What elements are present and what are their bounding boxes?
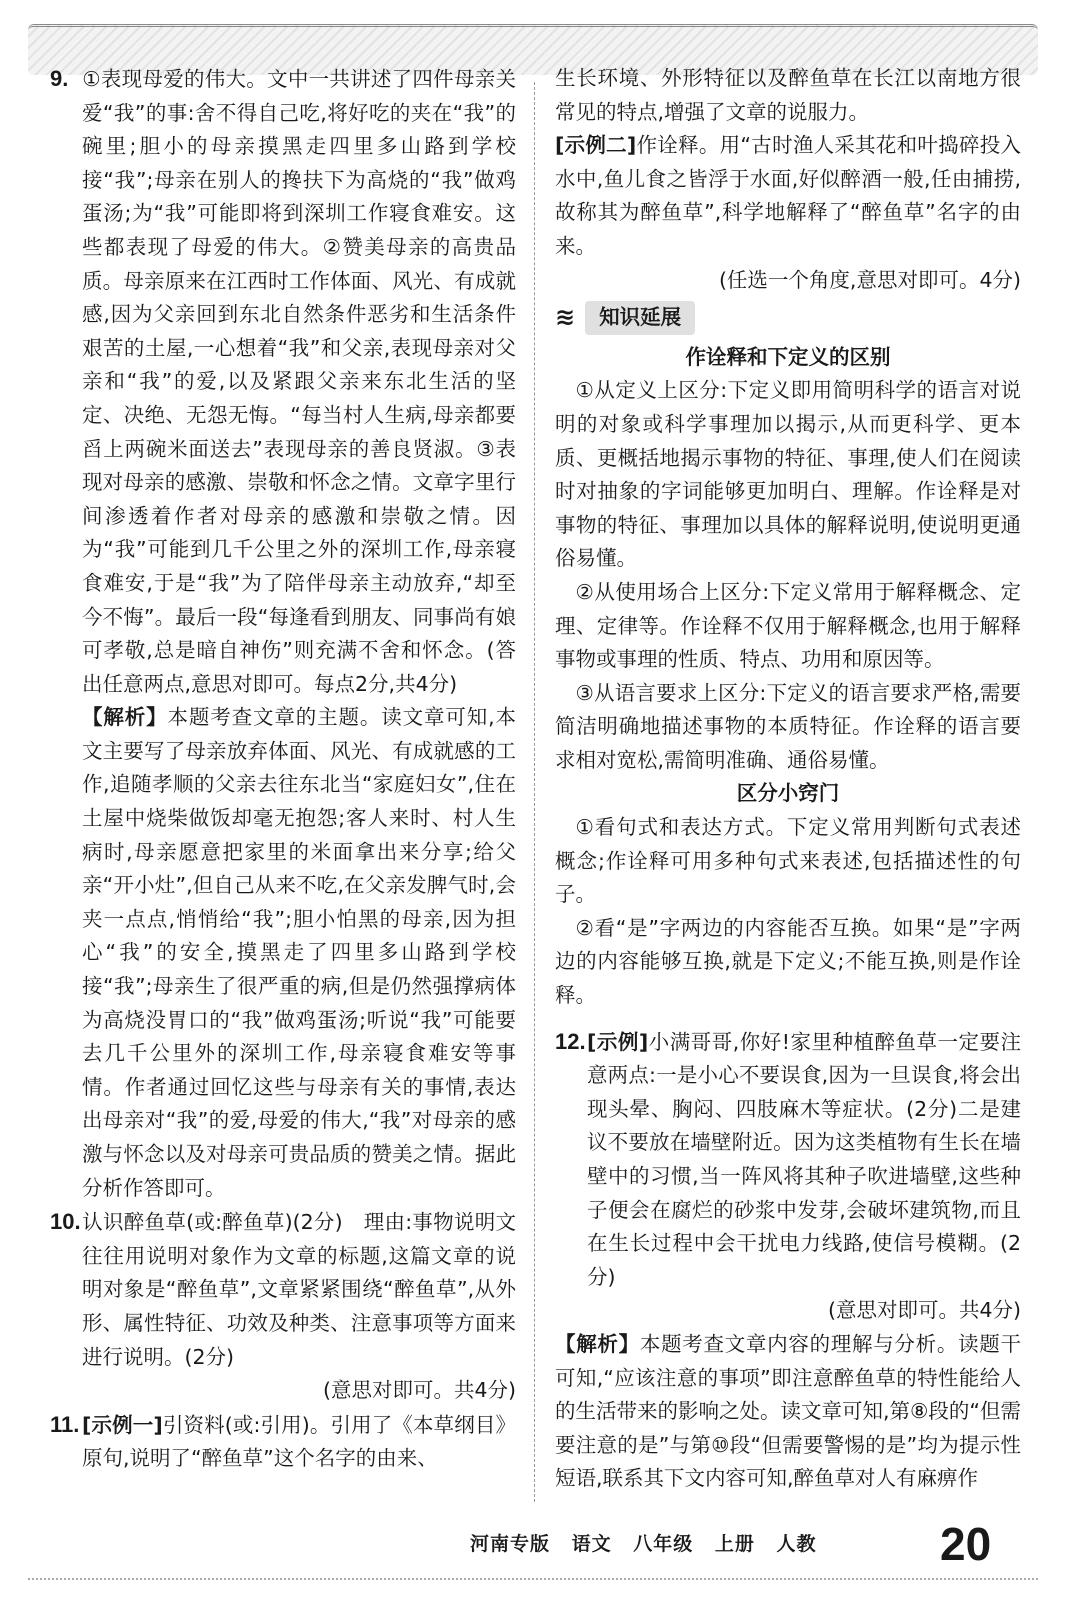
question-number: 12. <box>555 1028 586 1054</box>
footer-text: 河南专版 语文 八年级 上册 人教 <box>470 1533 817 1555</box>
section-title: 知识延展 <box>585 301 695 335</box>
analysis-text: 本题考查文章内容的理解与分析。读题干可知,“应该注意的事项”即注意醉鱼草的特性能给人的生活带来的影响之处。读文章可知,第⑧段的“但需要注意的是”与第⑩段“但需要警惕的是”均为提示性短语,联系其下文内容可知,醉鱼草对人有麻痹作 <box>555 1331 1022 1491</box>
answer-text: 认识醉鱼草(或:醉鱼草)(2分) 理由:事物说明文往往用说明对象作为文章的标题,这篇文章的说明对象是“醉鱼草”,文章紧紧围绕“醉鱼草”,从外形、属性特征、功效及种类、注意事项等方面来进行说明。(2分) <box>82 1210 516 1369</box>
column-divider <box>534 82 535 1502</box>
wave-icon: ≋ <box>555 303 576 332</box>
example-label: [示例二] <box>555 133 637 158</box>
subsection-title: 区分小窍门 <box>736 781 840 806</box>
analysis-q12 <box>555 1328 1021 1496</box>
score-note: (意思对即可。共4分) <box>827 1298 1021 1323</box>
answer-q12 <box>555 1025 1021 1295</box>
analysis-label: 【解析】 <box>555 1331 640 1356</box>
answer-text: 引资料(或:引用)。引用了《本草纲目》原句,说明了“醉鱼草”这个名字的由来、 <box>82 1412 516 1471</box>
knowledge-item: ①从定义上区分:下定义即用简明科学的语言对说明的对象或科学事理加以揭示,从而更科学、更本质、更概括地揭示事物的特征、事理,使人们在阅读时对抽象的字词能够更加明白、理解。作诠释是对事物的特征、事理加以具体的解释说明,使说明更通俗易懂。 <box>555 378 1021 571</box>
answer-q9 <box>50 62 516 701</box>
example-label: [示例一] <box>82 1412 163 1437</box>
example-label: [示例] <box>587 1029 649 1054</box>
analysis-q9 <box>50 701 516 1205</box>
knowledge-item: ③从语言要求上区分:下定义的语言要求严格,需要简洁明确地描述事物的本质特征。作诠释的语言要求相对宽松,需简明准确、通俗易懂。 <box>555 680 1021 772</box>
score-note: (意思对即可。共4分) <box>322 1378 516 1403</box>
analysis-text: 本题考查文章的主题。读文章可知,本文主要写了母亲放弃体面、风光、有成就感的工作,追随孝顺的父亲去往东北当“家庭妇女”,住在土屋中烧柴做饭却毫无抱怨;客人来时、村人生病时,母亲愿意把家里的米面拿出来分享;给父亲“开小灶”,但自己从来不吃,在父亲发脾气时,会夹一点点,悄悄给“我”;胆小怕黑的母亲,因为担心“我”的安全,摸黑走了四里多山路到学校接“我”;母亲生了很严重的病,但是仍然强撑病体为高烧没胃口的“我”做鸡蛋汤;听说“我”可能要去几千公里外的深圳工作,母亲寝食难安等事情。作者通过回忆这些与母亲有关的事情,表达出母亲对“我”的爱,母爱的伟大,“我”对母亲的感激与怀念以及对母亲可贵品质的赞美之情。据此分析作答即可。 <box>82 705 517 1200</box>
analysis-label: 【解析】 <box>82 705 168 730</box>
knowledge-item: ②从使用场合上区分:下定义常用于解释概念、定理、定律等。作诠释不仅用于解释概念,也用于解释事物或事理的性质、特点、功用和原因等。 <box>555 579 1021 672</box>
tip-item: ②看“是”字两边的内容能否互换。如果“是”字两边的内容能够互换,就是下定义;不能互换,则是作诠释。 <box>555 915 1021 1008</box>
bottom-rule <box>28 1578 1038 1580</box>
question-number: 9. <box>50 66 69 91</box>
subsection-title: 作诠释和下定义的区别 <box>685 344 891 369</box>
left-column <box>50 62 516 1476</box>
tip-item: ①看句式和表达方式。下定义常用判断句式表述概念;作诠释可用多种句式来表述,包括描述性的句子。 <box>555 815 1021 907</box>
answer-q11-continued: 生长环境、外形特征以及醉鱼草在长江以南地方很常见的特点,增强了文章的说服力。 <box>555 66 1021 124</box>
answer-text: 小满哥哥,你好!家里种植醉鱼草一定要注意两点:一是小心不要误食,因为一旦误食,将会出现头晕、胸闷、四肢麻木等症状。(2分)二是建议不要放在墙壁附近。因为这类植物有生长在墙壁中的习惯,当一阵风将其种子吹进墙壁,这些种子便会在腐烂的砂浆中发芽,会破坏建筑物,而且在生长过程中会干扰电力线路,使信号模糊。(2分) <box>587 1029 1021 1289</box>
knowledge-section-header <box>555 301 1021 335</box>
page-footer <box>0 1518 1066 1570</box>
question-number: 10. <box>50 1209 81 1235</box>
answer-text: ①表现母爱的伟大。文中一共讲述了四件母亲关爱“我”的事:舍不得自己吃,将好吃的夹在“我”的碗里;胆小的母亲摸黑走四里多山路到学校接“我”;母亲在别人的搀扶下为高烧的“我”做鸡蛋汤;为“我”可能即将到深圳工作寝食难安。这些都表现了母爱的伟大。②赞美母亲的高贵品质。母亲原来在江西时工作体面、风光、有成就感,因为父亲回到东北自然条件恶劣和生活条件艰苦的土屋,一心想着“我”和父亲,表现母亲对父亲和“我”的爱,以及紧跟父亲来东北生活的坚定、决绝、无怨无悔。“每当村人生病,母亲都要舀上两碗米面送去”表现母亲的善良贤淑。③表现对母亲的感激、崇敬和怀念之情。文章字里行间渗透着作者对母亲的感激和崇敬之情。因为“我”可能到几千公里之外的深圳工作,母亲寝食难安,于是“我”为了陪伴母亲主动放弃,“却至今不悔”。最后一段“每逢看到朋友、同事尚有娘可孝敬,总是暗自神伤”则充满不舍和怀念。(答出任意两点,意思对即可。每点2分,共4分) <box>82 67 516 696</box>
answer-q10 <box>50 1205 516 1374</box>
answer-text: 作诠释。用“古时渔人采其花和叶捣碎投入水中,鱼儿食之皆浮于水面,好似醉酒一般,任由捕捞,故称其为醉鱼草”,科学地解释了“醉鱼草”名字的由来。 <box>555 133 1021 258</box>
question-number: 11. <box>50 1411 80 1437</box>
answer-q11 <box>50 1408 516 1476</box>
right-column <box>555 62 1021 1496</box>
answer-q11-example2 <box>555 129 1021 263</box>
score-note: (任选一个角度,意思对即可。4分) <box>718 267 1021 292</box>
page-number: 20 <box>940 1518 992 1570</box>
